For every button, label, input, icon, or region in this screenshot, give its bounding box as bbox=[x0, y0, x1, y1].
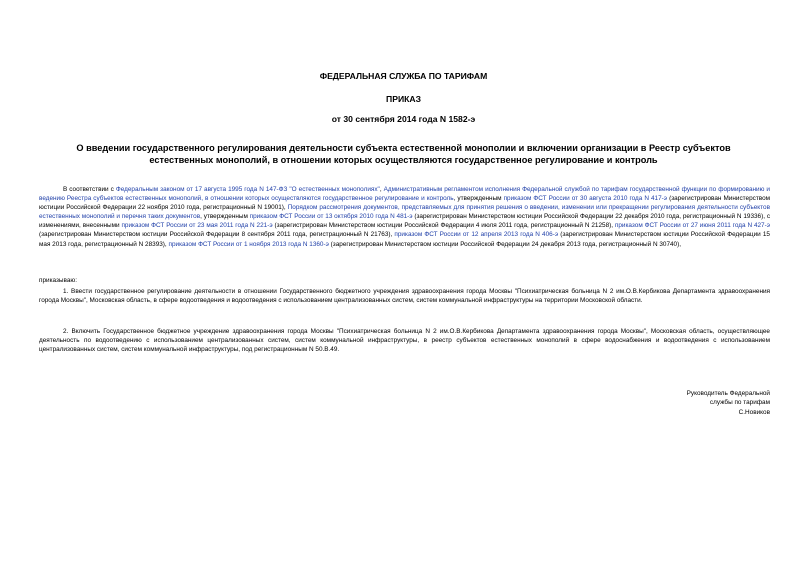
document-type-heading: ПРИКАЗ bbox=[386, 94, 421, 104]
intro-text: В соответствии с bbox=[63, 186, 116, 193]
order-item-2 bbox=[39, 327, 770, 354]
intro-text: (зарегистрирован Министерством юстиции Российской Федерации 15 мая 2013 года, регистрационный N 28393), bbox=[39, 231, 770, 248]
intro-text: (зарегистрирован Министерством юстиции Российской Федерации 4 июля 2011 года, регистрационный N 21258), bbox=[272, 222, 615, 230]
intro-text: (зарегистрирован Министерством юстиции Российской Федерации 22 декабря 2010 года, регистрационный N 19336), с изменениями, внесенными bbox=[39, 213, 771, 230]
link-order-427[interactable]: приказом ФСТ России от 27 июня 2011 года N 427-э bbox=[614, 222, 770, 230]
link-procedure[interactable]: Порядком рассмотрения документов, представляемых для принятия решения о введении, изменении или прекращении регулирования деятельности субъектов естественных монополий и перечня таких документов bbox=[39, 204, 770, 221]
link-admin-regulation[interactable]: Административным регламентом исполнения Федеральной службой по тарифам государственной функции по формированию и ведению Реестра субъектов естественных монополий, в отношении которых осуществляются государственное регулирование и контроль bbox=[39, 186, 770, 203]
link-federal-law[interactable]: Федеральным законом от 17 августа 1995 года N 147-ФЗ "О естественных монополиях" bbox=[115, 186, 380, 193]
link-order-221[interactable]: приказом ФСТ России от 23 мая 2011 года N 221-э bbox=[121, 222, 273, 230]
link-order-406[interactable]: приказом ФСТ России от 12 апреля 2013 года N 406-э bbox=[394, 231, 559, 239]
signature-position-line2: службы по тарифам bbox=[709, 399, 770, 407]
ordered-label: приказываю: bbox=[39, 277, 77, 284]
link-order-417[interactable]: приказом ФСТ России от 30 августа 2010 года N 417-э bbox=[503, 195, 668, 203]
intro-text: (зарегистрирован Министерством юстиции Российской Федерации 24 декабря 2013 года, регистрационный N 30740), bbox=[328, 240, 682, 248]
signature-position-line1: Руководитель Федеральной bbox=[686, 390, 770, 397]
intro-text: (зарегистрирован Министерством юстиции Российской Федерации 22 ноября 2010 года, регистрационный N 19001), bbox=[39, 195, 771, 212]
document-title: О введении государственного регулирования деятельности субъекта естественной монополии и включении организации в Реестр субъектов естественных монополий, в отношении которых осуществляются государственное регулирование и контроль bbox=[76, 143, 731, 165]
intro-text: , утвержденным bbox=[453, 195, 504, 203]
order-item-text: 2. Включить Государственное бюджетное учреждение здравоохранения города Москвы "Психиатрическая больница N 2 им.О.В.Кербикова Департамента здравоохранения города Москвы", Московская область, осуществляющее деятельность по водоотведению с использованием централизованных систем, систем коммунальной инфраструктуры, в реестр субъектов естественных монополий в сфере водоснабжения и водоотведения с использованием централизованных систем, систем коммунальной инфраструктуры, под регистрационным N 50.В.49. bbox=[39, 328, 770, 354]
link-order-1360[interactable]: приказом ФСТ России от 1 ноября 2013 года N 1360-э bbox=[168, 240, 329, 248]
link-order-481[interactable]: приказом ФСТ России от 13 октября 2010 года N 481-э bbox=[249, 213, 413, 221]
signature-block bbox=[620, 389, 770, 417]
intro-text: , утвержденным bbox=[200, 213, 250, 221]
order-item-text: 1. Ввести государственное регулирование деятельности в отношении Государственного бюджетного учреждения здравоохранения города Москвы "Психиатрическая больница N 2 им.О.В.Кербикова Департамента здравоохранения города Москвы", Московская область, в сфере водоотведения и водоотведения с использованием централизованных систем, систем коммунальной инфраструктуры на территории Московской области. bbox=[39, 288, 770, 305]
agency-heading: ФЕДЕРАЛЬНАЯ СЛУЖБА ПО ТАРИФАМ bbox=[319, 71, 488, 81]
signature-name: С.Новиков bbox=[738, 408, 770, 416]
intro-text: (зарегистрирован Министерством юстиции Российской Федерации 8 сентября 2011 года, регистрационный N 21763), bbox=[39, 231, 395, 239]
intro-text: , bbox=[379, 186, 384, 193]
date-number-heading: от 30 сентября 2014 года N 1582-э bbox=[331, 114, 476, 124]
order-item-1 bbox=[39, 287, 770, 305]
intro-paragraph bbox=[39, 185, 770, 249]
